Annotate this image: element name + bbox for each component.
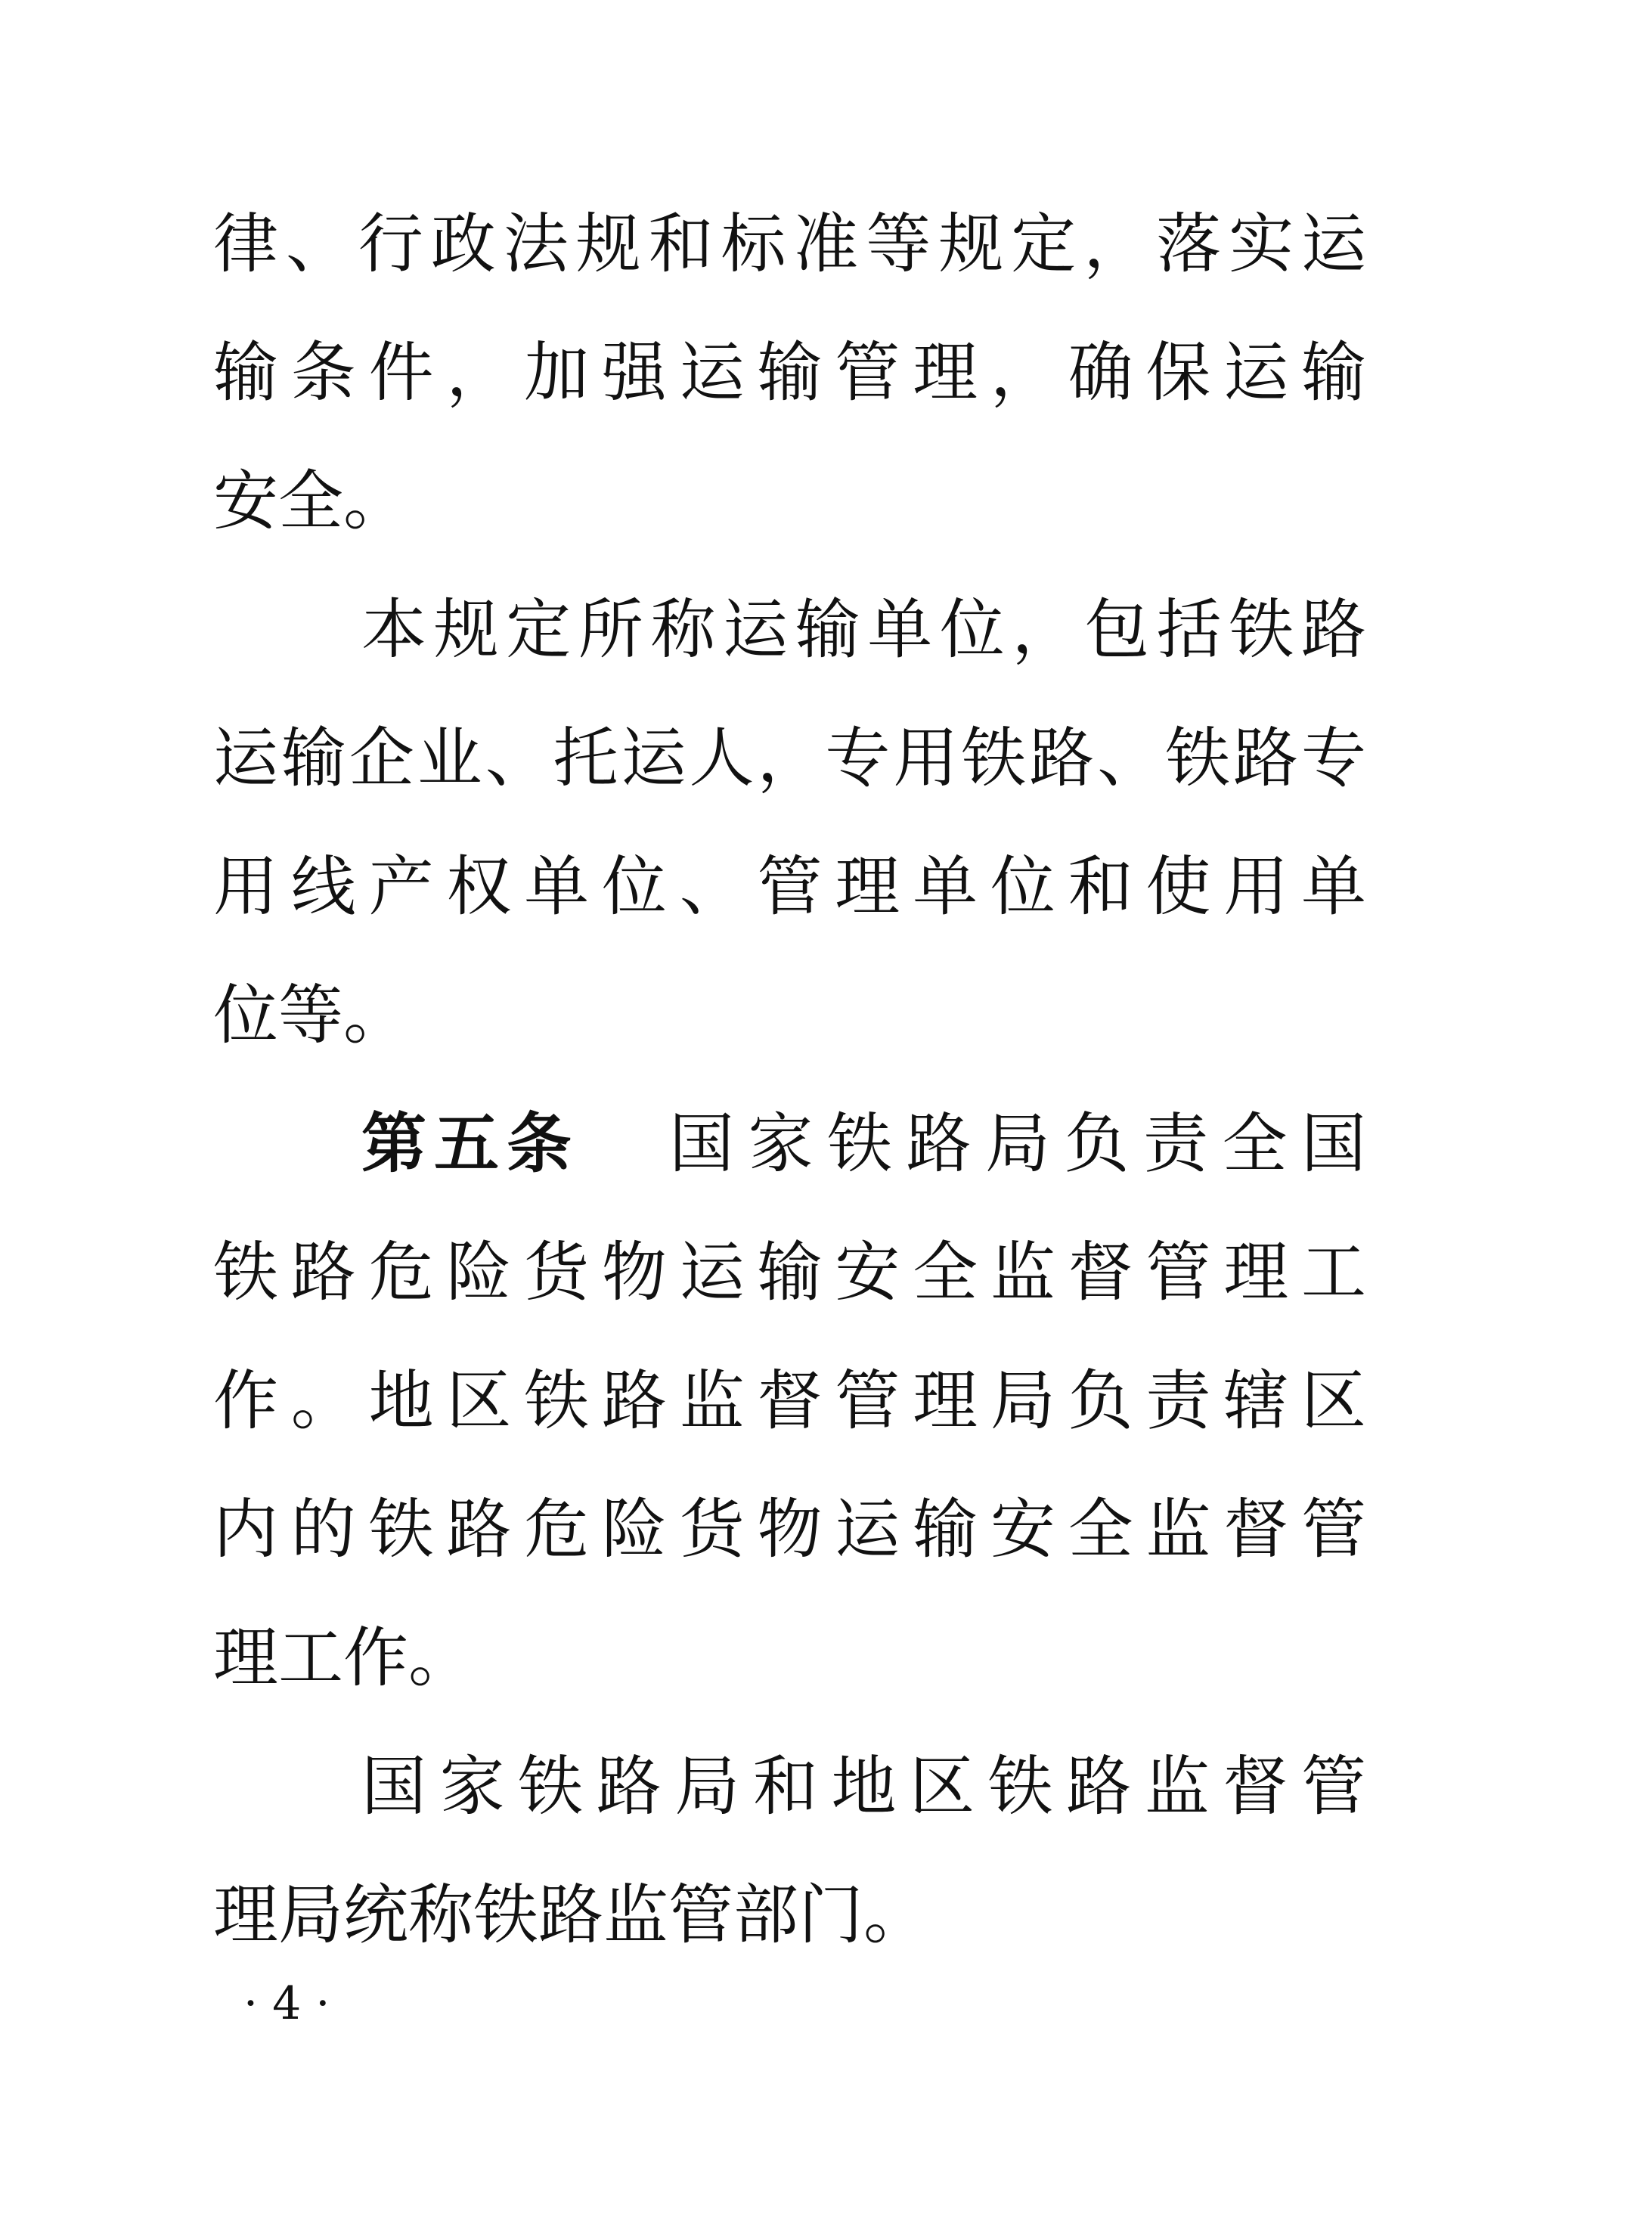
- paragraph-3-line-3: 作。地区铁路监督管理局负责辖区: [213, 1363, 1366, 1439]
- paragraph-2-line-1: 本规定所称运输单位，包括铁路: [361, 592, 1366, 668]
- paragraph-2-line-4: 位等。: [213, 978, 408, 1053]
- article-heading: 第五条: [361, 1106, 579, 1182]
- paragraph-3-line-2: 铁路危险货物运输安全监督管理工: [213, 1235, 1366, 1310]
- paragraph-1-line-1: 律、行政法规和标准等规定，落实运: [213, 206, 1366, 282]
- paragraph-3-line-4: 内的铁路危险货物运输安全监督管: [213, 1492, 1366, 1567]
- paragraph-1-line-3: 安全。: [213, 463, 408, 539]
- paragraph-2-line-2: 运输企业、托运人，专用铁路、铁路专: [213, 721, 1366, 796]
- paragraph-3-line-1: 国家铁路局负责全国: [669, 1106, 1366, 1182]
- paragraph-1-line-2: 输条件，加强运输管理，确保运输: [213, 335, 1366, 411]
- paragraph-4-line-1: 国家铁路局和地区铁路监督管: [361, 1749, 1366, 1824]
- paragraph-2-line-3: 用线产权单位、管理单位和使用单: [213, 849, 1366, 925]
- paragraph-3-line-5: 理工作。: [213, 1620, 473, 1696]
- paragraph-4-line-2: 理局统称铁路监管部门。: [213, 1877, 928, 1953]
- page-number: · 4 ·: [243, 1977, 330, 2030]
